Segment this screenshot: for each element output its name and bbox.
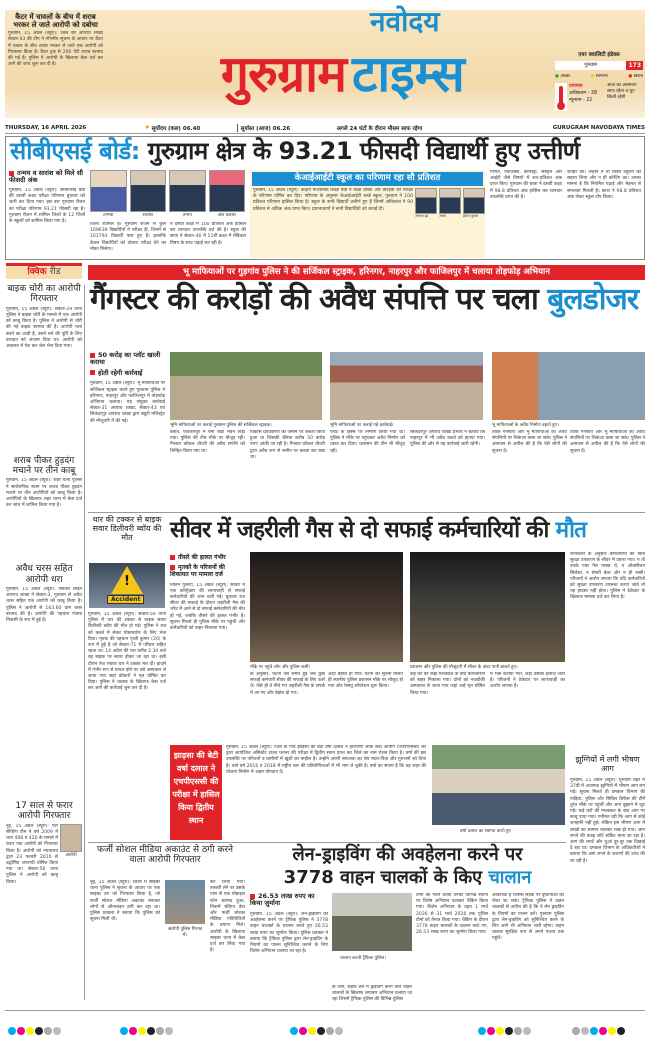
sewer-text-3: अंदर बेहोश हो गया। घटना की सूचना मिलते ही स्थानीय पुलिस प्रशासन मौके पर मौजूद हो गया और रेस्क्यू ऑपरेशन शुरू किया।	[328, 672, 403, 690]
photo-caption: अंश प्रकाश	[217, 213, 236, 218]
aqi-widget	[555, 50, 643, 111]
bulldozer-headline	[90, 283, 638, 318]
accident-image: ! Accident	[89, 563, 165, 608]
photo-caption: तन्मया	[103, 213, 114, 218]
lane-text-3: टीमों का गठन करके उनको विभिन्न स्थानों पर विशेष अभियान चलाकर चैकिंग किया गया। विशेष अभियान के तहत 1 मार्च 2026 से 31 मार्च 2026 तक पुलिस टीमों को तैनात किया गया। चैकिंग के दौरान 3778 वाहन चालकों के चालान काटे गए, 26.53 लाख रुपए का जुर्माना किया गया।	[416, 893, 488, 936]
paper-name: GURUGRAM NAVODAYA TIMES	[552, 124, 645, 131]
photo-caption: मौके पर पहुंचे लोग और पुलिस कर्मी।	[250, 665, 311, 670]
demolition-photo	[330, 352, 483, 420]
sewer-photo	[250, 552, 403, 662]
sewer-bullet: मृतकों के परिजनों की शिकायत पर मामला दर्ज	[170, 565, 245, 579]
aqi-good-label: अच्छा	[560, 74, 570, 79]
aqi-city: गुरुग्राम	[555, 61, 626, 70]
kiit-title: केआईआईटी स्कूल का परिणाम रहा सौ प्रतिशत	[252, 172, 483, 186]
sewer-headline-main: सीवर में जहरीली गैस से दो सफाई कर्मचारियों की	[170, 517, 556, 543]
sewer-text-1: नितिन गुलाटी, 15 अप्रैल (ब्यूरो): सेक्टर में एक कॉन्ट्रैक्टर की लापरवाही से सफाई कर्मचारियों की जान चली गई। बुधवार रात सीवर की सफाई के दौरान जहरीली गैस की चपेट में आने से दो सफाई कर्मचारियों की मौत हो गई, जबकि तीसरे की हालत गंभीर है। सूचना मिलते ही पुलिस मौके पर पहुंची और कर्मचारियों को बाहर निकाला गया।	[170, 582, 245, 632]
photo-caption: ईशान कुमार	[463, 214, 479, 218]
temp-max: अधिकतम - 38	[569, 91, 598, 96]
brief-title: बाइक चोरी का आरोपी गिरफ्तार	[7, 284, 81, 305]
bulldozer-text-2: बताते, फाजिलपुर में बना रखा भवन तोड़ा गया। पुलिस की टीम मौके पर मौजूद रही। गैंगस्टर कौशल चौधरी की अवैध संपत्ति को चिन्हित किया गया था।	[170, 430, 245, 454]
bulldozer-text-4: प्लाट के हिस्से पर निर्माण किया गया था। पुलिस ने मौके पर पहुंचकर अवैध निर्माण को ध्वस्त कर दिया। प्रशासन की टीम भी मौजूद रही।	[330, 430, 405, 454]
accused-photo	[60, 824, 82, 852]
thar-text: गुरुग्राम, 15 अप्रैल (ब्यूरो): सेक्टर-50 थाना पुलिस में थार की टक्कर से बाइक सवार डिलीवरी ब्वॉय की मौत हो गई। पुलिस ने शव को कब्जे में लेकर पोस्टमार्टम के लिए भेज दिया। मृतक की पहचान पृथ्वी कुमार (20) के रूप में हुई है जो सेक्टर-71 में परिवार सहित रहता था। 14 अप्रैल की रात करीब 2.30 बजे वह बाइक पर सवार होकर जा रहा था। इसी दौरान तेज रफ्तार थार ने टक्कर मार दी। हादसे में गंभीर रूप से घायल होने पर उसे अस्पताल ले जाया गया जहां डॉक्टरों ने मृत घोषित कर दिया। पुलिस ने चालक के खिलाफ केस दर्ज कर आगे की कार्रवाई शुरू कर दी है।	[88, 612, 166, 692]
lane-headline-1: लेन-ड्राइविंग की अवहेलना करने पर	[292, 844, 523, 865]
demolition-photo	[170, 352, 322, 420]
color-registration-marks	[120, 1020, 174, 1039]
quick-read-column	[6, 284, 82, 974]
cbse-photos	[90, 170, 245, 218]
photo-caption: आरव	[439, 214, 446, 218]
sewer-text-5: में भर्ती कराया गया, जहां उसका इलाज जारी है। परिजनों ने ठेकेदार पर लापरवाही का आरोप लगाया है।	[490, 672, 565, 690]
sewer-bullet: तीसरे की हालत गंभीर	[170, 555, 245, 562]
brief-title: अवैध चरस सहित आरोपी धरा	[15, 564, 73, 585]
photo-caption: भूमि माफियाओं पर चलाई गई कार्रवाई।	[330, 423, 394, 428]
student-photo	[130, 170, 167, 212]
sunset: सूर्यास्त (आज) 06.26	[237, 124, 337, 132]
lane-bullet: 26.53 लाख रुपए का किया जुर्माना	[250, 893, 328, 908]
accused-photo-block	[60, 824, 82, 858]
student-photo	[463, 188, 485, 214]
photo-caption: चालान करती ट्रैफिक पुलिस।	[340, 956, 386, 961]
bulldozer-headline-accent: बुलडोजर	[547, 282, 639, 317]
brief-title: कैंटर में चावलों के बीच में शराब भरकर ले जाते आरोपी को दबोचा	[13, 13, 98, 30]
aqi-bad-label: खराब	[633, 74, 643, 79]
logo-left: गुरुग्राम	[220, 45, 346, 103]
photo-caption: भूमि माफियाओं पर चलाई गुरुग्राम पुलिस की सर्जिकल स्ट्राइक।	[170, 423, 272, 428]
demolition-photo	[492, 352, 645, 420]
brief-text: गुरुग्राम, 15 अप्रैल (ब्यूरो): शहर थाना पुलिस ने सार्वजनिक स्थान पर शराब पीकर हुड़दंग मचाने पर तीन आरोपियों को काबू किया है। आरोपियों के खिलाफ शहर थाना में केस दर्ज कर जांच में शामिल किया गया है।	[6, 478, 82, 509]
fake-text-2: कर लिया गया। तलाशी लेने पर उसके पास से एक मोबाइल फोन बरामद हुआ, जिसमें संदिग्ध डेटा और फर्जी सोशल मीडिया गतिविधियों के प्रमाण मिले। आरोपी के खिलाफ साइबर थाना में केस दर्ज कर लिया गया है।	[210, 880, 245, 954]
lane-text-4: आवश्यक है जिससे सड़क पर दुर्घटनाओं को रोका जा सके। ट्रैफिक पुलिस ने वाहन चालकों से अपील की है कि वे लेन ड्राइविंग के नियमों का पालन करें। गुरुग्राम पुलिस द्वारा लेन-ड्राइविंग को सुनिश्चित करने के लिए आगे भी अभियान जारी रहेगा। वाहन चालक सुरक्षित रूप से अपने गंतव्य तक पहुंचें।	[492, 893, 564, 942]
masthead-brief	[8, 13, 103, 105]
cbse-bullet: तन्मय व सारांश को मिले सौ फीसदी अंक	[9, 170, 85, 185]
aqi-normal: ● सामान्य	[590, 74, 608, 79]
fire-text: गुरुग्राम, 15 अप्रैल (ब्यूरो): गुरुग्राम शहर में 37वीं में अचानक झुग्गियों में भीषण आग लग गई। सूचना मिलते ही दमकल विभाग की गाड़ियां, पुलिस और सिविल डिफेंस की टीमें तुरंत मौके पर पहुंचीं और आग बुझाने में जुट गईं। कई घंटों की मशक्कत के बाद आग पर काबू पाया गया। गनीमत रही कि आग से कोई जनहानि नहीं हुई। लेकिन इस भीषण आग में लाखों का सामान जलकर राख हो गया। आग लगने की वजह शॉर्ट सर्किट माना जा रहा है। आग की लपटें और धुआं दूर-दूर तक दिखाई दे रहा था। दमकल विभाग के अधिकारियों ने बताया कि आग लगने के कारणों की जांच की जा रही है।	[570, 778, 645, 864]
student-photo	[90, 170, 127, 212]
sunrise: सूर्योदय (कल) 06.40	[151, 125, 201, 132]
bulldozer-text-3: विकास प्राधिकरण की जमीन पर कब्जा किया हुआ था जिसकी कीमत करीब 50 करोड़ रुपए आंकी जा रही है। गैंगस्टर कौशल चौधरी द्वारा अवैध रूप से जमीन पर कब्जा कर रखा था।	[250, 430, 325, 460]
lane-headline-2	[250, 868, 565, 889]
cbse-headline-accent: सीबीएसई बोर्ड:	[10, 137, 140, 165]
jhadsa-text: गुरुग्राम, 15 अप्रैल (ब्यूरो): जिले के गांव झाड़सा की बेटी वर्षा दलाल ने हरियाणा लोक सेवा आयोग (एचपीएससी) की द्वारा आयोजित असिस्टेंट टाउन प्लानर की परीक्षा में द्वितीय स्थान प्राप्त कर जिले का नाम रोशन किया है। वर्षा की इस उपलब्धि पर परिजनों व ग्रामीणों में खुशी का माहौल है। उन्होंने अपनी सफलता का श्रेय माता-पिता और गुरुजनों को दिया है। वर्षा वर्ष 2016 व 2018 में राष्ट्रीय स्तर की प्रतियोगिताओं में भी भाग ले चुकी है। वर्षा का सपना है कि वह शहर की योजना निर्माण में अहम योगदान दे।	[226, 745, 426, 775]
kiit-photos	[415, 188, 485, 219]
aqi-bad: ● खराब	[628, 74, 643, 79]
color-registration-marks	[290, 1020, 344, 1039]
divider	[88, 512, 645, 513]
color-registration-marks	[478, 1020, 532, 1039]
photo-caption: भू माफियाओं के अवैध निर्माण ढहाते हुए।	[492, 423, 559, 428]
color-registration-marks	[572, 1020, 626, 1039]
thar-title: थार की टक्कर से बाइक सवार डिलीवरी ब्वॉय की मौत	[92, 515, 162, 543]
date: THURSDAY, 16 APRIL 2026	[5, 124, 87, 131]
photo-caption: आरोपी पुलिस गिरफ्त में।	[167, 927, 203, 938]
bulldozer-banner: भू माफियाओं पर गुड़गांव पुलिस ने की सर्जिकल स्ट्राइक, हरिनगर, नाहरपुर और फाजिलपुर में चलाया तोड़फोड़ अभियान	[88, 265, 645, 280]
cbse-text-4: गणित, फिजिक्स, केमिस्ट्री, संस्कृत और आईटी जैसे विषयों में शत-प्रतिशत अंक प्राप्त किए। गुरुग्राम की छात्रा ने दसवीं कक्षा में 98.8 प्रतिशत अंक हासिल कर शानदार उपलब्धि प्राप्त की है।	[490, 170, 562, 200]
bulldozer-text-5: सिकंदरपुर अपराध शाखा प्रभारी ने बताया कि नाहरपुर में भी अवैध कब्जे को हटाया गया। पुलिस की ओर से यह कार्रवाई जारी रहेगी।	[410, 430, 485, 448]
brief-title: शराब पीकर हुड़दंग मचाने पर तीन काबू	[12, 455, 76, 477]
lane-text-1: गुरुग्राम, 15 अप्रैल (ब्यूरो): लेन-ड्राइविंग की अवहेलना करने पर ट्रैफिक पुलिस ने 3778 वाहन चालकों के चालान करते हुए 26.53 लाख रुपए का जुर्माना किया। पुलिस प्रवक्ता ने बताया कि ट्रैफिक पुलिस द्वारा लेन-ड्राइविंग के नियमों का पालन सुनिश्चित कराने के लिए विशेष अभियान चलाया जा रहा है।	[250, 911, 328, 955]
fire-title: झुग्गियों में लगी भीषण आग	[575, 755, 640, 774]
thermometer-icon	[555, 83, 567, 111]
quick-read-tag	[6, 263, 82, 279]
bulldozer-text-6: ताकि गैंगस्टरों और भू माफियाओं की अवैध संपत्तियों पर शिकंजा कसा जा सके। पुलिस ने आमजन से अपील की है कि ऐसे लोगों की सूचना दें।	[492, 430, 567, 454]
quick-read-b: रीड	[49, 267, 61, 277]
cbse-headline-main: गुरुग्राम क्षेत्र के 93.21 फीसदी विद्यार्थी हुए उत्तीर्ण	[139, 137, 580, 165]
student-photo	[415, 188, 437, 214]
sky-text: आज का आसमान साफ रहेगा व धूप खिली रहेगी	[607, 83, 637, 100]
photo-caption: सारांश	[142, 213, 153, 218]
logo-top: नवोदय	[370, 5, 440, 38]
quick-read-a: क्विक	[27, 267, 47, 277]
sewer-text-2: के अनुसार, घटना उस समय हुई जब कुछ सफाई कर्मचारी सीवर की सफाई के लिए उतरे थे। जैसे ही वे नीचे गए जहरीली गैस के संपर्क में आ गए और बेहोश हो गए।	[250, 672, 325, 696]
bulldozer-text-7: ताकि गैंगस्टरों और भू माफियाओं की अवैध संपत्तियों पर शिकंजा कसा जा सके। पुलिस ने आमजन से अपील की है कि ऐसे लोगों की सूचना दें।	[570, 430, 645, 454]
cbse-text-2: जिला शामिल है। गुरुग्राम रीजन से कुल 109639 विद्यार्थियों ने परीक्षा दी, जिनमें से 101793 विद्यार्थी पास हुए हैं। हालांकि केवल विद्यार्थियों को दोबारा परीक्षा देने का मौका मिलेगा।	[90, 222, 166, 252]
fake-text-1: नूंह, 15 अप्रैल (ब्यूरो): जिला में साइबर थाना पुलिस ने सूचना के आधार पर एक साइबर ठग को गिरफ्तार किया है, जो फर्जी सोशल मीडिया अकाउंट बनाकर लोगों से ऑनलाइन ठगी कर रहा था। पुलिस प्रवक्ता ने बताया कि पुलिस को सूचना मिली थी।	[90, 880, 160, 923]
kiit-text: गुरुग्राम, 15 अप्रैल (ब्यूरो): केंद्रीय माध्यमिक शिक्षा बोर्ड ने कक्षा दसवीं और बारहवीं की परीक्षा के परिणाम घोषित कर दिए। परिणाम के अनुसार केआईआईटी वर्ल्ड स्कूल, गुरुग्राम ने 100 प्रतिशत परिणाम हासिल किया है। स्कूल के सभी विद्यार्थी उत्तीर्ण हुए हैं जिनमें अधिकांश ने 90 प्रतिशत से अधिक अंक प्राप्त किए। प्रधानाचार्या ने सभी विद्यार्थियों को बधाई दी।	[253, 188, 413, 212]
sewer-photo	[410, 552, 565, 662]
bulldozer-text-1: गुरुग्राम, 15 अप्रैल (ब्यूरो): भू माफियाओं पर सर्जिकल स्ट्राइक करते हुए गुरुग्राम पुलिस ने हरिनगर, नाहरपुर और फाजिलपुर में तोड़फोड़ अभियान चलाया। यह संयुक्त कार्रवाई सेक्टर-31 अपराध शाखा, सेक्टर-43 एवं सिकंदरपुर अपराध शाखा द्वारा ड्यूटी मजिस्ट्रेट की मौजूदगी में की गई।	[90, 381, 165, 424]
temp-label: तापमान	[569, 84, 583, 89]
sun-icon: ✹	[145, 124, 150, 131]
divider	[88, 842, 566, 843]
student-photo	[169, 170, 206, 212]
aqi-good: ● अच्छा	[555, 74, 570, 79]
cbse-text-3: ने दसवीं कक्षा में 100 प्रतिशत अंक हासिल कर शानदार उपलब्धि दर्ज की है। स्कूल की छात्रा ने सेक्टर-46 में 11वीं कक्षा में मेडिकल विषय के साथ पढ़ाई कर रही है।	[170, 222, 246, 246]
sewer-text-4: कई घंटे की कड़ी मशक्कत के बाद कर्मचारियों को बाहर निकाला गया। दोनों को नजदीकी अस्पताल ले जाया गया जहां उन्हें मृत घोषित किया गया।	[410, 672, 485, 696]
cbse-text-5: जाहिर की। उन्होंने न तो किसी ट्यूशन का सहारा लिया और न ही कोचिंग का। उनका मानना है कि नियमित पढ़ाई और मेहनत से सफलता मिलती है। छात्रा ने 98.8 प्रतिशत अंक लेकर स्कूल टॉप किया।	[567, 170, 641, 200]
temp-min: न्यूनतम - 22	[569, 98, 593, 103]
traffic-police-photo	[332, 893, 412, 951]
brief-text: नूंह, 15 अप्रैल (ब्यूरो): एंटी सेफ्टिंग टीम ने वर्ष 2009 में धारा 406 व 420 के मामले में फरार एक आरोपी को गिरफ्तार किया है। आरोपी को न्यायालय द्वारा 23 फरवरी 2010 से उद्घोषित अपराधी घोषित किया गया था। सेक्टर-58 थाना पुलिस ने आरोपी को काबू किया।	[6, 823, 58, 885]
column-divider	[84, 285, 85, 1000]
accident-label: Accident	[107, 595, 144, 604]
sewer-headline	[170, 518, 586, 544]
lane-headline-main: 3778 वाहन चालकों के किए	[283, 867, 489, 888]
brief-text: गुरुग्राम, 15 अप्रैल (ब्यूरो): सिविल लाइन अपराध शाखा ने सेक्टर-3, गुरुग्राम से अवैध चरस सहित एक आरोपी को काबू किया है। पुलिस ने आरोपी से 163.60 ग्राम चरस बरामद की है। आरोपी की पहचान पंजाब निवासी के रूप में हुई है।	[6, 587, 82, 624]
page-bottom-rule	[5, 1010, 645, 1011]
aqi-title: एयर क्वालिटी इंडेक्स	[578, 52, 620, 58]
bulldozer-bullet: 50 करोड़ का प्लॉट खाली कराया	[90, 352, 165, 367]
photo-caption: वर्षा दलाल का स्वागत करते हुए	[460, 829, 511, 834]
bulldozer-headline-main: गैंगस्टर की करोड़ों की अवैध संपत्ति पर चला	[90, 282, 548, 317]
lane-headline-accent: चालान	[488, 867, 532, 888]
aqi-normal-label: सामान्य	[595, 74, 608, 79]
forecast: अगले 24 घंटों के दौरान मौसम साफ रहेगा	[336, 125, 423, 132]
sewer-headline-accent: मौत	[555, 517, 587, 543]
photo-caption: अनन्या झा	[415, 214, 429, 218]
lane-text-2: के लिए, सड़क लेन में ड्राइविंग करने वाले वाहन चालकों के खिलाफ लगातार अभियान चलाया जा रहा जिसमें ट्रैफिक पुलिस की विभिन्न पुलिस	[332, 985, 412, 1003]
color-registration-marks	[8, 1020, 62, 1039]
brief-title: 17 साल से फरार आरोपी गिरफ्तार	[15, 801, 73, 822]
student-photo	[209, 170, 246, 212]
photo-caption: तन्मय	[182, 213, 192, 218]
brief-text: गुरुग्राम, 15 अप्रैल (ब्यूरो): जिले की अपराध शाखा सेक्टर-43 की टीम ने गोपनीय सूचना के आधार पर कैंटर में चावल के बीच शराब भरकर ले जाते एक आरोपी को गिरफ्तार किया है। कैंटर ट्रक से 200 पेटी शराब बरामद की गई है। पुलिस ने आरोपी के खिलाफ केस दर्ज कर आगे की जांच शुरू कर दी है।	[8, 31, 103, 68]
photo-caption: प्रशासन और पुलिस की मौजूदगी में सीवर के अंदर पानी डालते हुए।	[410, 665, 518, 670]
cbse-headline	[10, 138, 580, 166]
dateline	[5, 122, 645, 134]
student-photo	[439, 188, 461, 214]
brief-text: गुरुग्राम, 15 अप्रैल (ब्यूरो): सेक्टर-29 थाना पुलिस ने बाइक चोरी के मामले में एक आरोपी को काबू किया है। पुलिस ने आरोपी से चोरी की गई बाइक बरामद की है। आरोपी नशा करने का आदी है, उसने नशे की पूर्ति के लिए वारदात को अंजाम दिया था। आरोपी को अदालत में पेश कर जेल भेज दिया गया।	[6, 306, 82, 349]
felicitation-photo	[432, 745, 565, 825]
bulldozer-bullet: होती रहेगी कार्रवाई	[90, 370, 165, 377]
sewer-text-6: जानकारी के अनुसार कर्मचारियों को बिना सुरक्षा उपकरण के सीवर में उतारा गया। न तो उनके पास गैस मास्क थे, न ऑक्सीजन सिलेंडर, न सेफ्टी बेल्ट और न ही रस्सी। परिजनों ने आरोप लगाया कि यदि कर्मचारियों को सुरक्षा उपकरण उपलब्ध कराए जाते तो यह हादसा नहीं होता। पुलिस ने ठेकेदार के खिलाफ मामला दर्ज कर लिया है।	[570, 552, 645, 601]
fake-title: फर्जी सोशल मीडिया अकाउंट से ठगी करने वाला आरोपी गिरफ्तार	[96, 845, 234, 866]
photo-caption: आरोपी	[65, 852, 77, 858]
accused-photo	[165, 880, 205, 924]
cbse-text-1: गुरुग्राम, 15 अप्रैल (ब्यूरो): सीबीएसई बोर्ड की दसवीं कक्षा परीक्षा परिणाम बुधवार को जारी कर दिया गया। इस बार गुरुग्राम रीजन का परीक्षा परिणाम 93.21 फीसदी रहा है। गुरुग्राम रीजन में शामिल जिलों के 12 जिलों के स्कूलों को शामिल किया गया है।	[9, 187, 85, 224]
aqi-value: 173	[628, 62, 641, 69]
logo-right: टाइम्स	[352, 45, 465, 103]
jhadsa-box: झाड़सा की बेटी वर्षा दलाल ने एचपीएससी की परीक्षा में हासिल किया द्वितीय स्थान	[170, 745, 222, 840]
